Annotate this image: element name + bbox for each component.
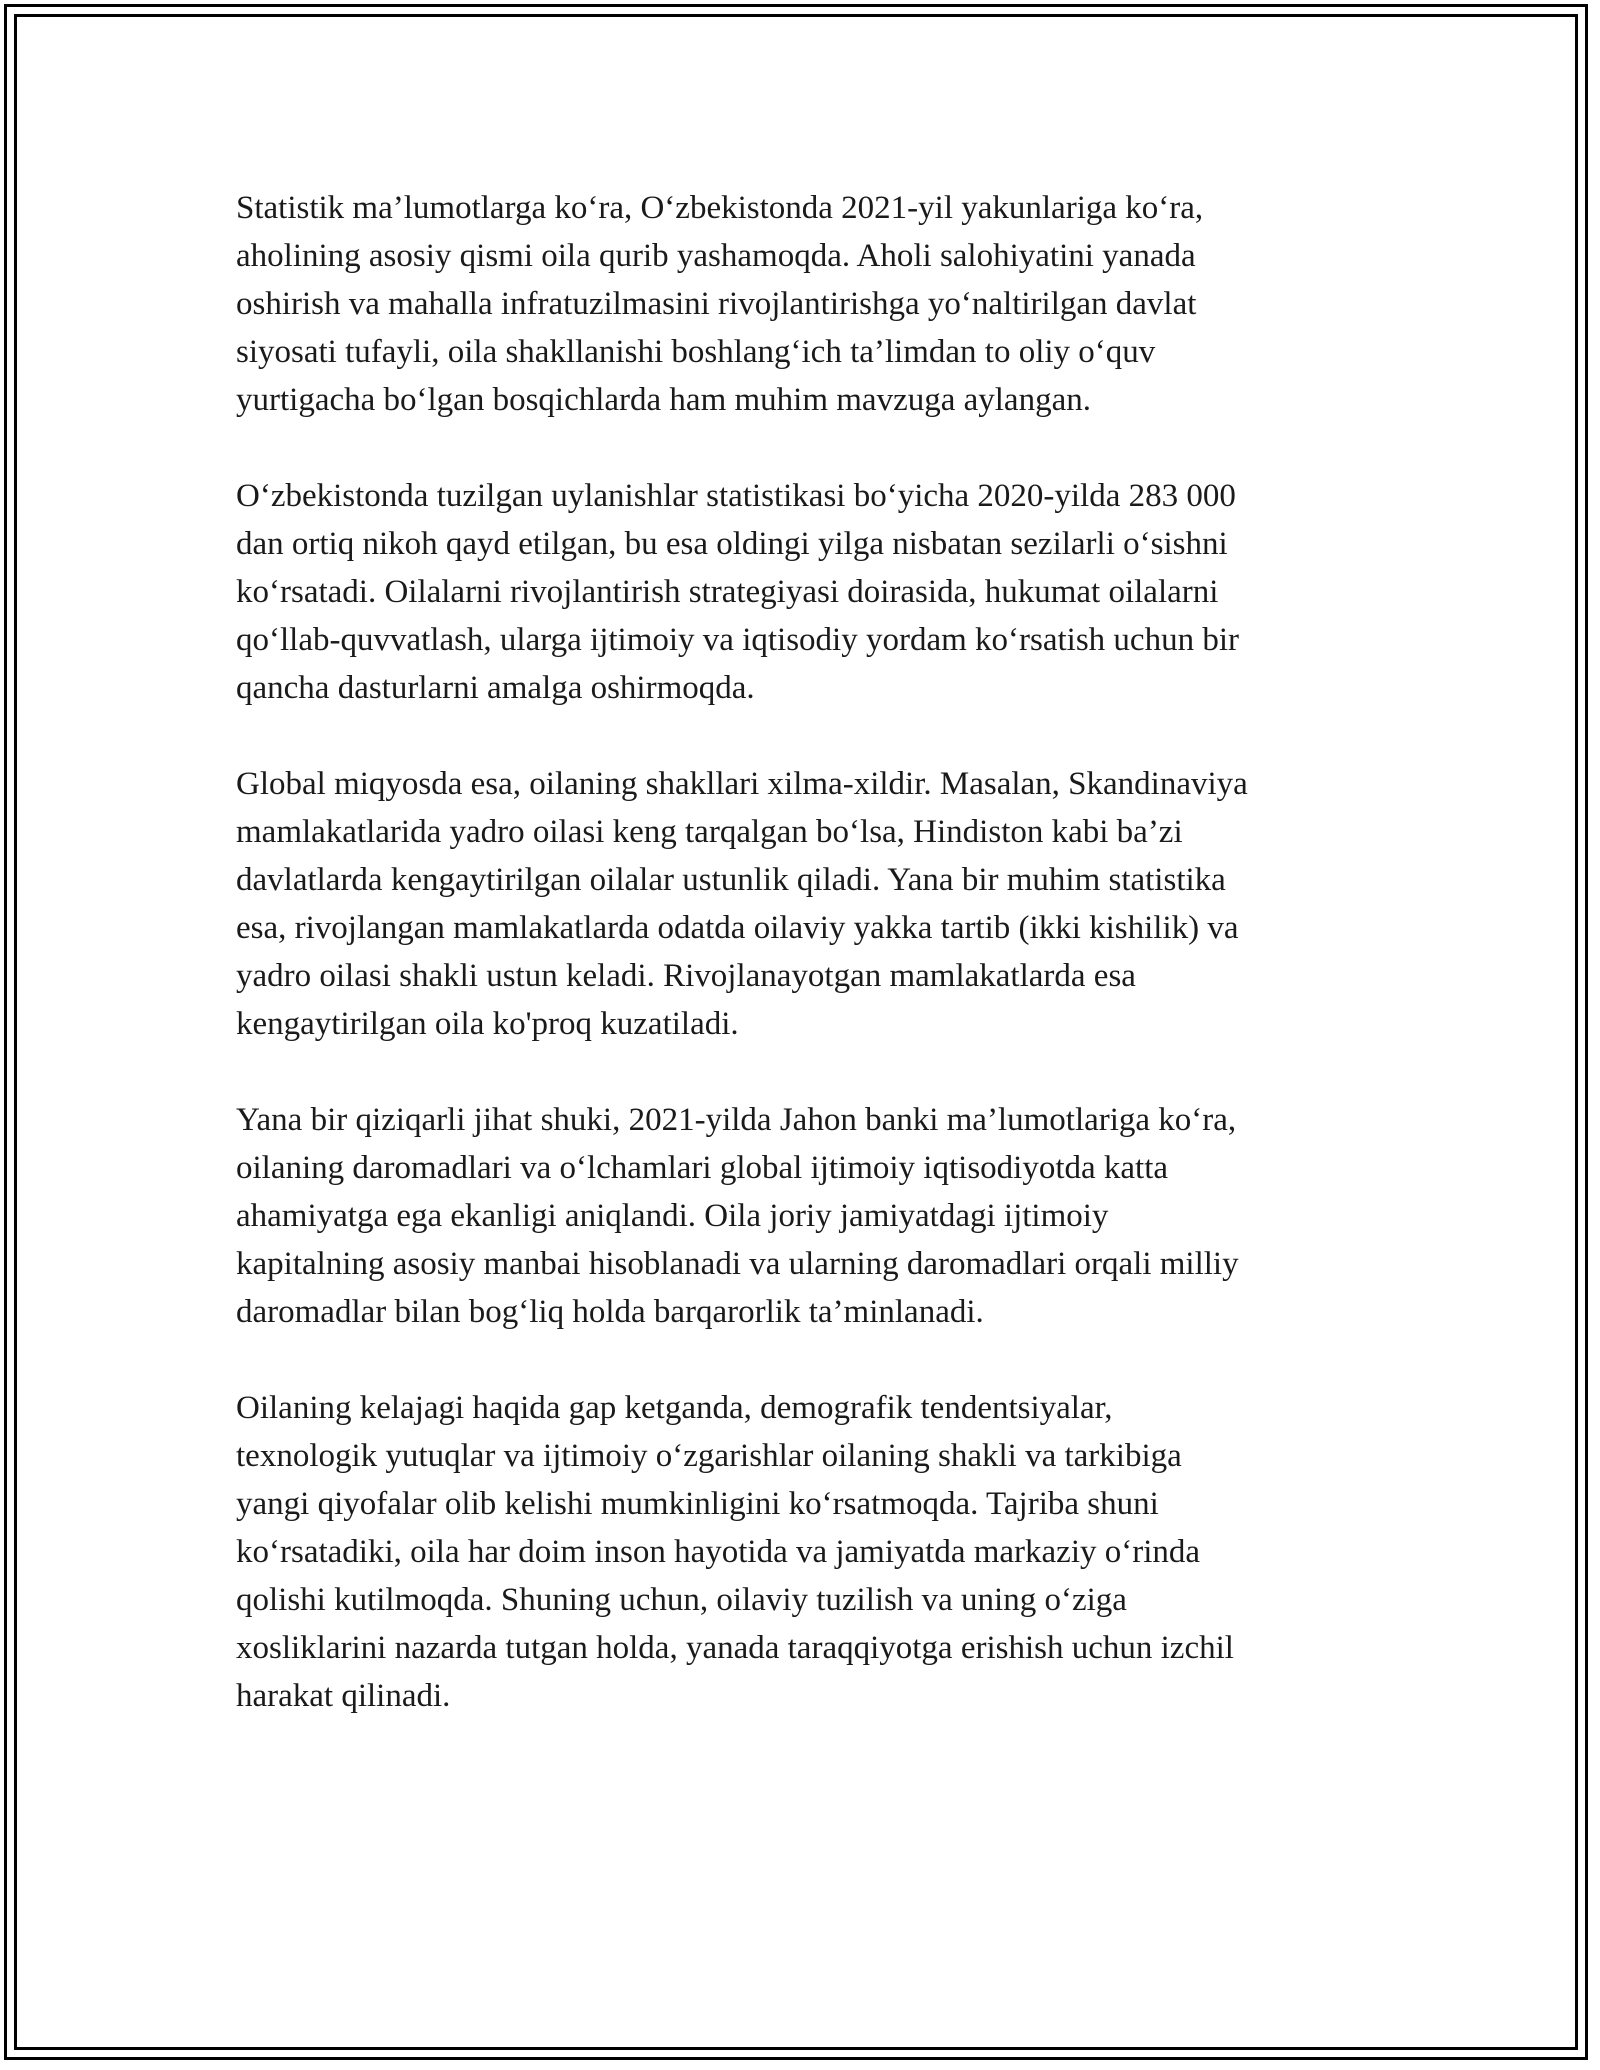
document-body [236, 184, 1386, 1768]
paragraph-1: Statistik ma’lumotlarga ko‘ra, O‘zbekistonda 2021-yil yakunlariga ko‘ra, aholining asosiy qismi oila qurib yashamoqda. Aholi salohiyatini yanada oshirish va mahalla infratuzilmasini rivojlantirishga yo‘naltirilgan davlat siyosati tufayli, oila shakllanishi boshlang‘ich ta’limdan to oliy o‘quv yurtigacha bo‘lgan bosqichlarda ham muhim mavzuga aylangan. [236, 190, 1204, 418]
paragraph-2: O‘zbekistonda tuzilgan uylanishlar statistikasi bo‘yicha 2020-yilda 283 000 dan ortiq nikoh qayd etilgan, bu esa oldingi yilga nisbatan sezilarli o‘sishni ko‘rsatadi. Oilalarni rivojlantirish strategiyasi doirasida, hukumat oilalarni qo‘llab-quvvatlash, ularga ijtimoiy va iqtisodiy yordam ko‘rsatish uchun bir qancha dasturlarni amalga oshirmoqda. [236, 478, 1239, 706]
paragraph-5: Oilaning kelajagi haqida gap ketganda, demografik tendentsiyalar, texnologik yutuqlar va ijtimoiy o‘zgarishlar oilaning shakli va tarkibiga yangi qiyofalar olib kelishi mumkinligini ko‘rsatmoqda. Tajriba shuni ko‘rsatadiki, oila har doim inson hayotida va jamiyatda markaziy o‘rinda qolishi kutilmoqda. Shuning uchun, oilaviy tuzilish va uning o‘ziga xosliklarini nazarda tutgan holda, yanada taraqqiyotga erishish uchun izchil harakat qilinadi. [236, 1390, 1234, 1714]
paragraph-3: Global miqyosda esa, oilaning shakllari xilma-xildir. Masalan, Skandinaviya mamlakatlarida yadro oilasi keng tarqalgan bo‘lsa, Hindiston kabi ba’zi davlatlarda kengaytirilgan oilalar ustunlik qiladi. Yana bir muhim statistika esa, rivojlangan mamlakatlarda odatda oilaviy yakka tartib (ikki kishilik) va yadro oilasi shakli ustun keladi. Rivojlanayotgan mamlakatlarda esa kengaytirilgan oila ko'proq kuzatiladi. [236, 766, 1248, 1042]
paragraph-4: Yana bir qiziqarli jihat shuki, 2021-yilda Jahon banki ma’lumotlariga ko‘ra, oilaning daromadlari va o‘lchamlari global ijtimoiy iqtisodiyotda katta ahamiyatga ega ekanligi aniqlandi. Oila joriy jamiyatdagi ijtimoiy kapitalning asosiy manbai hisoblanadi va ularning daromadlari orqali milliy daromadlar bilan bog‘liq holda barqarorlik ta’minlanadi. [236, 1102, 1239, 1330]
